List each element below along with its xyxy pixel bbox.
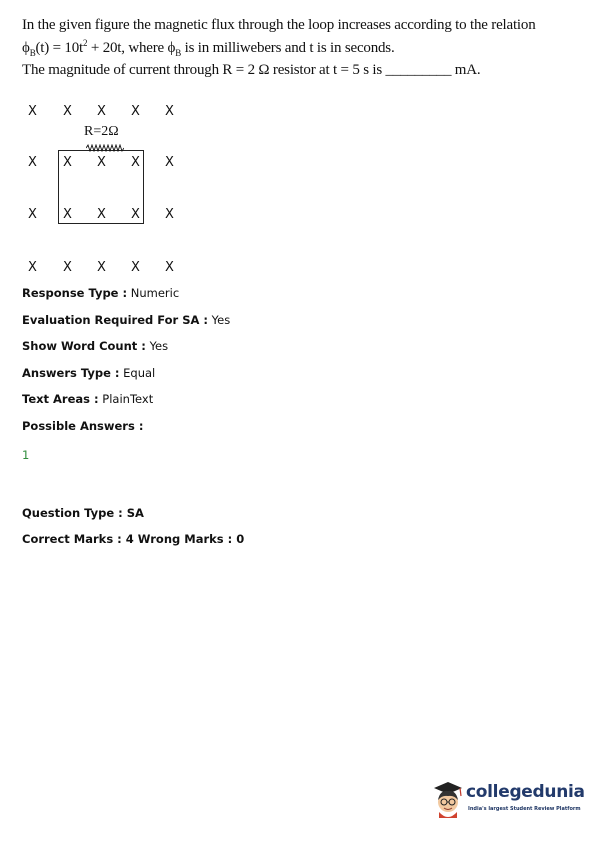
field-cross: X [131, 104, 140, 119]
question-type: Question Type : SA [22, 506, 144, 520]
logo-wordmark: collegedunia [466, 782, 585, 802]
question-line-2: $\phi_B(t) = 10t^2 + 20t$, where $\phi_B$ is in milliwebers and t is in seconds. [22, 37, 395, 58]
field-cross: X [63, 155, 72, 170]
field-cross: X [28, 155, 37, 170]
question-line-3: The magnitude of current through R = 2 Ω resistor at t = 5 s is _________ mA. [22, 62, 481, 78]
response-type: Response Type : Numeric [22, 286, 180, 300]
field-cross: X [131, 155, 140, 170]
logo-tagline: India's largest Student Review Platform [468, 806, 581, 812]
field-cross: X [28, 260, 37, 275]
field-cross: X [97, 207, 106, 222]
field-cross: X [165, 104, 174, 119]
answer-blank: _________ [385, 62, 452, 78]
field-cross: X [131, 260, 140, 275]
collegedunia-logo [430, 778, 585, 828]
field-cross: X [165, 207, 174, 222]
mascot-icon [430, 778, 466, 822]
field-cross: X [165, 260, 174, 275]
question-line-1: In the given figure the magnetic flux through the loop increases according to the relation [22, 17, 536, 33]
field-cross: X [63, 260, 72, 275]
resistor-label: R=2Ω [84, 124, 119, 139]
field-cross: X [28, 104, 37, 119]
show-word-count: Show Word Count : Yes [22, 339, 169, 353]
field-cross: X [165, 155, 174, 170]
conducting-loop [58, 150, 144, 224]
resistor-icon [86, 144, 124, 152]
possible-answer-value: 1 [22, 448, 30, 462]
possible-answers-label: Possible Answers : [22, 419, 144, 433]
field-cross: X [97, 155, 106, 170]
field-cross: X [97, 104, 106, 119]
field-cross: X [97, 260, 106, 275]
field-cross: X [63, 104, 72, 119]
evaluation-required: Evaluation Required For SA : Yes [22, 313, 231, 327]
answers-type: Answers Type : Equal [22, 366, 156, 380]
field-cross: X [131, 207, 140, 222]
field-cross: X [63, 207, 72, 222]
text-areas: Text Areas : PlainText [22, 392, 154, 406]
magnetic-field-figure [0, 0, 595, 290]
marks: Correct Marks : 4 Wrong Marks : 0 [22, 532, 245, 546]
field-cross: X [28, 207, 37, 222]
